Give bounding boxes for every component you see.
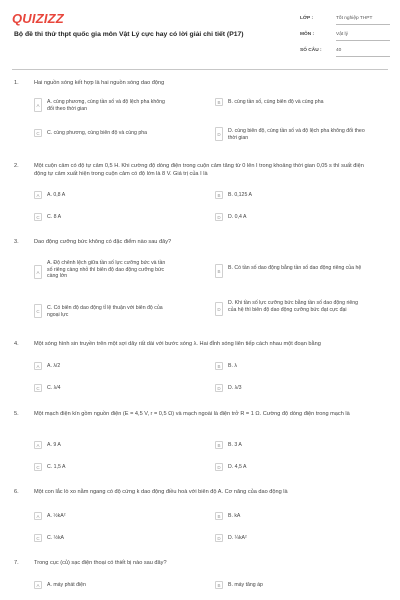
option-text: D. 0,4 A [228, 214, 247, 220]
worksheet-meta [300, 14, 390, 62]
meta-label: MÔN : [300, 32, 315, 37]
option-letter-box: B [215, 191, 223, 199]
question-number: 5. [14, 411, 19, 417]
option-text: D. cùng biên độ, cùng tần số và độ lệch pha không đổi theo thời gian [228, 128, 365, 141]
option-text: A. Độ chênh lệch giữa tần số lực cưỡng bức và tần số riêng càng nhỏ thì biên độ dao động cưỡng bức càng lớn [47, 260, 166, 280]
option-text: B. 3 A [228, 442, 242, 448]
meta-row-class [300, 14, 390, 30]
question-text: Hai nguồn sóng kết hợp là hai nguồn sóng dao động [34, 80, 165, 86]
option-text: C. λ/4 [47, 385, 61, 391]
option-text: B. cùng tần số, cùng biên độ và cùng pha [228, 99, 324, 105]
quizizz-logo: QUIZIZZ [12, 11, 64, 26]
option-text: B. Có tần số dao động bằng tần số dao động riêng của hệ [228, 265, 362, 271]
question-text: Một sóng hình sin truyền trên một sợi dây rất dài với bước sóng λ. Hai đỉnh sóng liên tiếp cách nhau một đoạn bằng [34, 341, 321, 347]
meta-label: LỚP : [300, 16, 314, 21]
option-letter-box: A [34, 265, 42, 279]
option-letter-box: A [34, 581, 42, 589]
option-letter-box: D [215, 384, 223, 392]
option-letter-box: B [215, 362, 223, 370]
question-text: Một cuộn cảm có độ tự cảm 0,5 H. Khi cường độ dòng điện trong cuộn cảm tăng từ 0 lên I trong khoảng thời gian 0,05 s thì suất điện động tự cảm xuất hiện trong cuộn cảm có độ lớn là 8 V. Giá trị của I là [34, 163, 364, 177]
option-text: C. Có biên độ dao động tỉ lệ thuận với biên độ của ngoại lực [47, 305, 163, 318]
option-text: B. máy tăng áp [228, 582, 263, 588]
option-text: C. ½kA [47, 535, 65, 541]
option-letter-box: A [34, 191, 42, 199]
option-letter-box: B [215, 98, 223, 106]
option-text: A. máy phát điện [47, 582, 86, 588]
question-number: 3. [14, 239, 19, 245]
option-text: A. 0,8 A [47, 192, 66, 198]
option-text: A. 9 A [47, 442, 61, 448]
option-text: D. ¼kA² [228, 535, 247, 541]
option-letter-box: D [215, 302, 223, 316]
option-letter-box: B [215, 264, 223, 278]
question-text: Trong cục (củ) sạc điện thoại có thiết bị nào sau đây? [34, 560, 167, 566]
option-letter-box: C [34, 213, 42, 221]
option-letter-box: D [215, 534, 223, 542]
option-letter-box: D [215, 213, 223, 221]
question-number: 7. [14, 560, 19, 566]
meta-underline [336, 40, 390, 41]
option-letter-box: A [34, 362, 42, 370]
option-text: D. λ/3 [228, 385, 242, 391]
option-letter-box: C [34, 129, 42, 137]
option-text: B. 0,125 A [228, 192, 252, 198]
question-text: Một con lắc lò xo nằm ngang có độ cứng k dao động điều hoà với biên độ A. Cơ năng của dao động là [34, 489, 288, 495]
option-letter-box: B [215, 512, 223, 520]
option-letter-box: D [215, 463, 223, 471]
worksheet-header [0, 0, 400, 68]
option-text: C. cùng phương, cùng biên độ và cùng pha [47, 130, 148, 136]
option-letter-box: C [34, 534, 42, 542]
option-text: A. ½kA² [47, 513, 66, 519]
meta-underline [336, 56, 390, 57]
option-letter-box: C [34, 463, 42, 471]
meta-value: Tốt nghiệp THPT [336, 16, 373, 21]
meta-label: SỐ CÂU : [300, 48, 322, 53]
meta-value: Vật lý [336, 32, 348, 37]
option-letter-box: B [215, 441, 223, 449]
question-number: 1. [14, 80, 19, 86]
meta-row-count [300, 46, 390, 62]
question-text: Dao động cưỡng bức không có đặc điểm nào sau đây? [34, 239, 172, 245]
question-number: 6. [14, 489, 19, 495]
option-letter-box: A [34, 441, 42, 449]
option-text: B. λ [228, 363, 237, 369]
option-letter-box: C [34, 304, 42, 318]
document-title: Bộ đề thi thử thpt quốc gia môn Vật Lý cực hay có lời giải chi tiết (P17) [14, 31, 244, 38]
option-text: B. kA [228, 513, 241, 519]
option-letter-box: B [215, 581, 223, 589]
question-number: 2. [14, 163, 19, 169]
option-text: A. cùng phương, cùng tần số và độ lệch pha không đổi theo thời gian [47, 99, 165, 112]
option-text: D. Khi tần số lực cưỡng bức bằng tần số dao động riêng của hệ thì biên độ dao động cưỡng bức đạt cực đại [228, 300, 359, 313]
option-text: A. λ/2 [47, 363, 61, 369]
header-divider [12, 69, 388, 70]
option-letter-box: D [215, 127, 223, 141]
option-text: C. 8 A [47, 214, 62, 220]
option-text: C. 1,5 A [47, 464, 66, 470]
option-letter-box: A [34, 98, 42, 112]
option-letter-box: A [34, 512, 42, 520]
option-text: D. 4,5 A [228, 464, 247, 470]
meta-value: 40 [336, 48, 342, 53]
question-number: 4. [14, 341, 19, 347]
meta-row-subject [300, 30, 390, 46]
option-letter-box: C [34, 384, 42, 392]
meta-underline [336, 24, 390, 25]
question-text: Một mạch điện kín gồm nguồn điện (E = 4,5 V, r = 0,5 Ω) và mạch ngoài là điện trở R = 1 Ω. Cường độ dòng điện trong mạch là [34, 411, 350, 417]
